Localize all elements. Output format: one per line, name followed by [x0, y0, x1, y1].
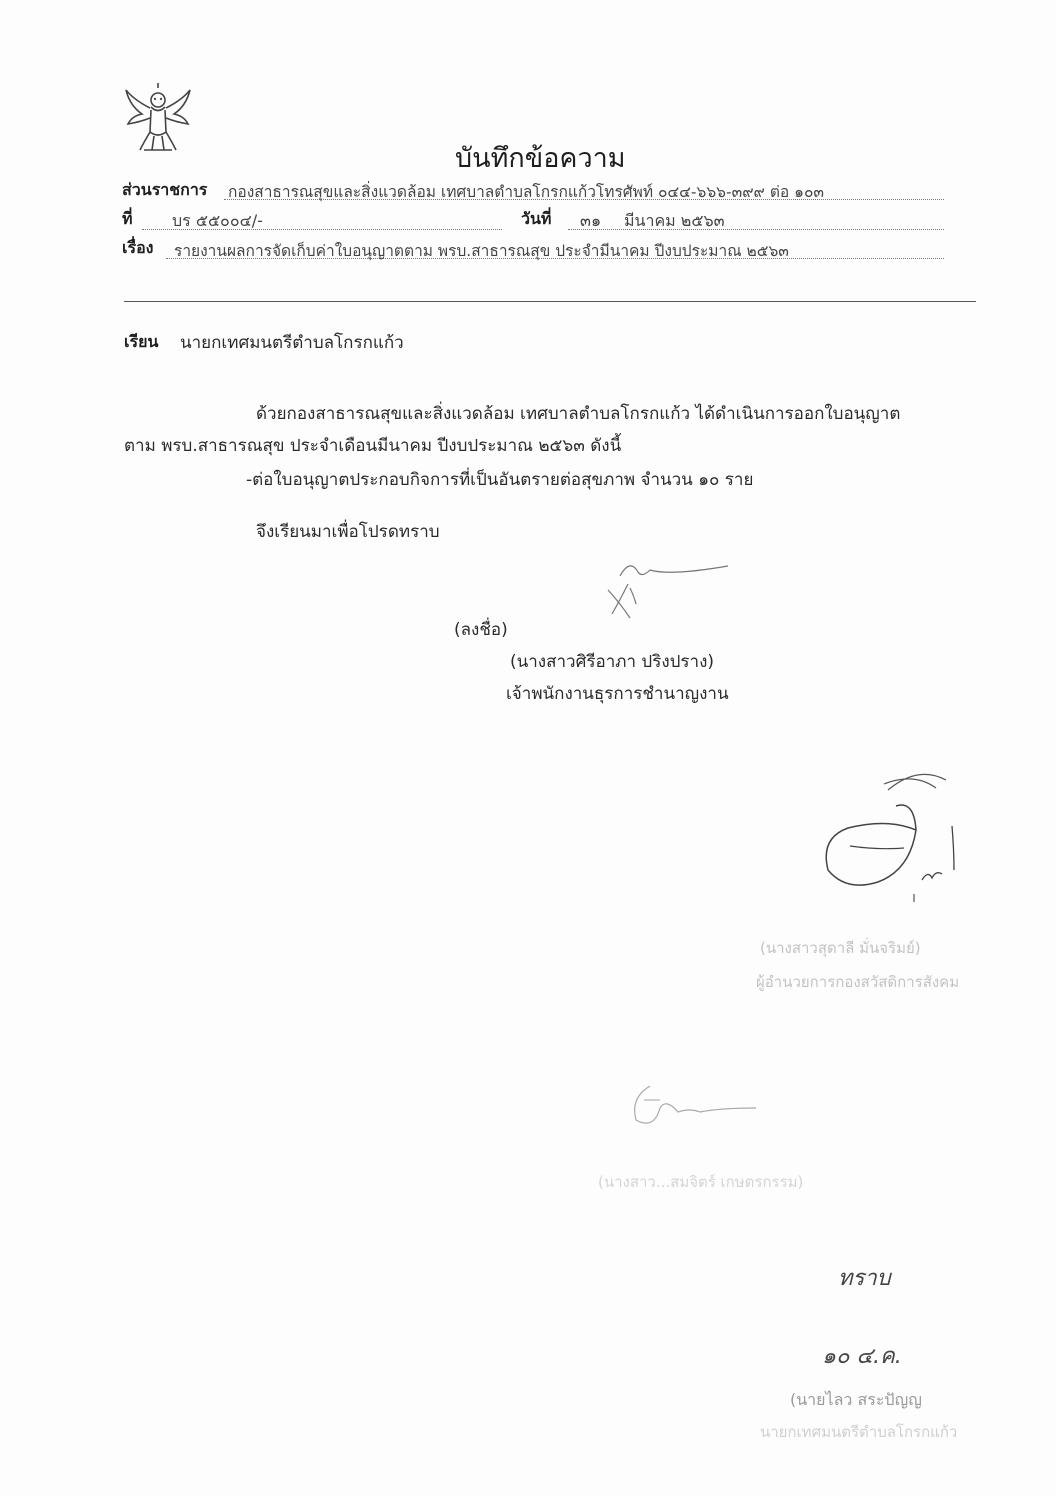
sign-label: (ลงชื่อ): [454, 620, 508, 640]
date-month-year: มีนาคม ๒๕๖๓: [624, 211, 725, 230]
garuda-emblem-icon: [120, 80, 196, 156]
to-value: นายกเทศมนตรีตำบลโกรกแก้ว: [180, 333, 404, 353]
paragraph-line-2: ตาม พรบ.สาธารณสุข ประจำเดือนมีนาคม ปีงบประมาณ ๒๕๖๓ ดังนี้: [124, 436, 622, 456]
ref-label: ที่: [122, 209, 133, 228]
bullet-item: -ต่อใบอนุญาตประกอบกิจการที่เป็นอันตรายต่อสุขภาพ จำนวน ๑๐ ราย: [246, 470, 754, 490]
ref-value: บร ๕๕๐๐๔/-: [172, 211, 263, 230]
date-day: ๓๑: [580, 211, 602, 230]
paragraph-line-1: ด้วยกองสาธารณสุขและสิ่งแวดล้อม เทศบาลตำบลโกรกแก้ว ได้ดำเนินการออกใบอนุญาต: [256, 404, 901, 424]
signatory-name: (นางสาวศิรีอาภา ปริงปราง): [510, 652, 715, 672]
subject-label: เรื่อง: [122, 238, 154, 257]
to-label: เรียน: [124, 332, 159, 351]
subject-value: รายงานผลการจัดเก็บค่าใบอนุญาตตาม พรบ.สาธารณสุข ประจำมีนาคม ปีงบประมาณ ๒๕๖๓: [174, 242, 789, 260]
date-label: วันที่: [521, 209, 552, 228]
handwritten-note: ทราบ: [838, 1266, 891, 1291]
handwritten-signature-1: [590, 548, 740, 628]
faded-endorsement-1-title: ผู้อำนวยการกองสวัสดิการสังคม: [756, 973, 960, 991]
header-separator: [124, 301, 976, 302]
handwritten-signature-3: [620, 1078, 770, 1138]
closing-text: จึงเรียนมาเพื่อโปรดทราบ: [256, 522, 440, 542]
memo-title: บันทึกข้อความ: [455, 143, 626, 174]
faded-endorsement-3-title: นายกเทศมนตรีตำบลโกรกแก้ว: [760, 1423, 958, 1441]
faded-endorsement-2: (นางสาว...สมจิตร์ เกษตรกรรม): [598, 1173, 804, 1191]
signatory-position: เจ้าพนักงานธุรการชำนาญงาน: [506, 684, 729, 704]
faded-endorsement-3-name: (นายไลว สระปัญญ: [790, 1390, 922, 1409]
faded-endorsement-1-name: (นางสาวสุดาลี มั่นจริมย์): [760, 939, 921, 957]
department-label: ส่วนราชการ: [122, 180, 208, 199]
handwritten-signature-2: [818, 770, 968, 910]
department-value: กองสาธารณสุขและสิ่งแวดล้อม เทศบาลตำบลโกรกแก้วโทรศัพท์ ๐๔๔-๖๖๖-๓๙๙ ต่อ ๑๐๓: [228, 183, 825, 201]
handwritten-date: ๑๐ ๔.ค.: [822, 1344, 902, 1369]
